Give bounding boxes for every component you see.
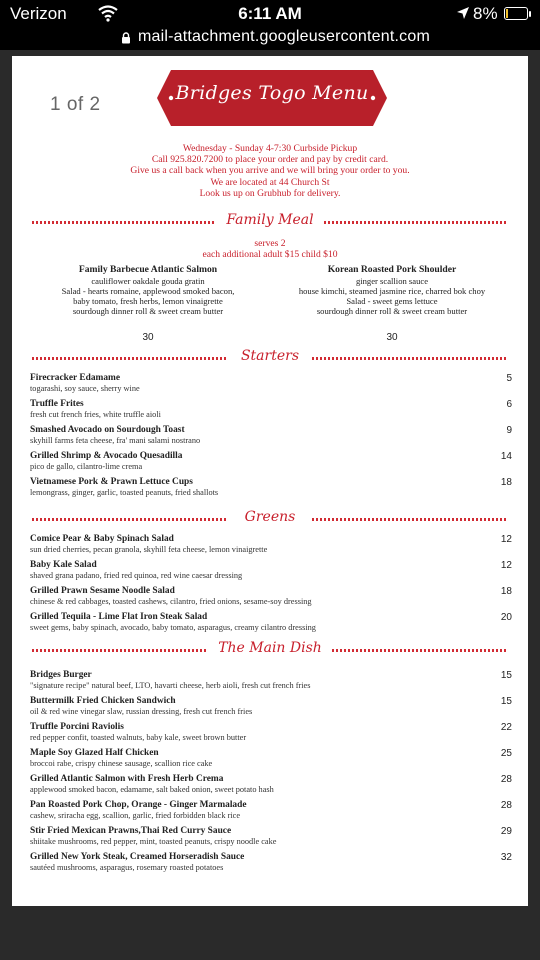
dish-line: baby tomato, fresh herbs, lemon vinaigrette	[73, 296, 223, 306]
item-name: Smashed Avocado on Sourdough Toast	[30, 425, 185, 435]
intro-line: We are located at 44 Church St	[210, 176, 330, 188]
item-price: 15	[500, 670, 512, 681]
menu-item	[30, 696, 512, 717]
item-description: red pepper confit, toasted walnuts, baby kale, sweet brown butter	[30, 733, 247, 742]
item-description: sweet gems, baby spinach, avocado, baby tomato, asparagus, creamy cilantro dressing	[30, 623, 316, 632]
menu-item	[30, 586, 512, 607]
item-price: 15	[500, 696, 512, 707]
section-title: Family Meal	[226, 212, 314, 228]
item-price: 20	[500, 612, 512, 623]
dish-price: 30	[142, 332, 154, 343]
item-price: 9	[506, 425, 512, 436]
item-price: 14	[500, 451, 512, 462]
item-price: 22	[500, 722, 512, 733]
menu-item	[30, 774, 512, 795]
menu-page	[12, 56, 528, 906]
item-name: Buttermilk Fried Chicken Sandwich	[30, 696, 176, 706]
dish-line: cauliflower oakdale gouda gratin	[91, 276, 205, 286]
item-description: shaved grana padano, fried red quinoa, red wine caesar dressing	[30, 571, 243, 580]
item-price: 29	[500, 826, 512, 837]
item-name: Bridges Burger	[30, 670, 92, 680]
family-meal-additional: each additional adult $15 child $10	[202, 249, 338, 260]
item-description: cashew, sriracha egg, scallion, garlic, fried forbidden black rice	[30, 811, 241, 820]
menu-item	[30, 722, 512, 743]
menu-item	[30, 826, 512, 847]
battery-icon	[504, 7, 528, 20]
item-price: 25	[500, 748, 512, 759]
item-description: "signature recipe" natural beef, LTO, havarti cheese, herb aioli, fresh cut french fries	[30, 681, 311, 690]
intro-line: Give us a call back when you arrive and we will bring your order to you.	[130, 165, 410, 177]
clock: 6:11 AM	[238, 4, 302, 23]
menu-item	[30, 477, 512, 498]
item-name: Grilled New York Steak, Creamed Horseradish Sauce	[30, 852, 245, 862]
intro-line: Call 925.820.7200 to place your order and pay by credit card.	[151, 154, 389, 166]
family-meal-option	[272, 264, 512, 343]
family-meal-option	[28, 264, 268, 343]
section-title: Greens	[244, 509, 296, 525]
menu-item	[30, 852, 512, 873]
item-price: 28	[500, 774, 512, 785]
lock-icon	[121, 32, 131, 44]
menu-item	[30, 425, 512, 446]
menu-item	[30, 373, 512, 394]
item-name: Truffle Frites	[30, 399, 84, 409]
item-description: pico de gallo, cilantro-lime crema	[30, 462, 143, 471]
intro-line: Wednesday - Sunday 4-7:30 Curbside Pickup	[182, 143, 358, 154]
item-name: Maple Soy Glazed Half Chicken	[30, 748, 159, 758]
item-price: 28	[500, 800, 512, 811]
item-price: 5	[506, 373, 512, 384]
family-meal-serves: serves 2	[254, 238, 286, 249]
item-price: 6	[506, 399, 512, 410]
greens-heading	[32, 509, 508, 529]
battery-fill	[506, 9, 508, 18]
status-bar	[0, 0, 540, 28]
menu-item	[30, 399, 512, 420]
menu-item	[30, 534, 512, 555]
intro-line: Look us up on Grubhub for delivery.	[199, 187, 341, 199]
item-description: applewood smoked bacon, edamame, salt baked onion, sweet potato hash	[30, 785, 274, 794]
menu-item	[30, 560, 512, 581]
family-meal-heading	[32, 212, 508, 232]
dish-name: Family Barbecue Atlantic Salmon	[78, 264, 218, 275]
dish-name: Korean Roasted Pork Shoulder	[327, 264, 457, 275]
item-description: sun dried cherries, pecan granola, skyhill feta cheese, lemon vinaigrette	[30, 545, 268, 554]
dish-price: 30	[386, 332, 398, 343]
item-name: Firecracker Edamame	[30, 373, 120, 383]
section-title: The Main Dish	[218, 640, 322, 656]
item-name: Pan Roasted Pork Chop, Orange - Ginger Marmalade	[30, 800, 247, 810]
menu-item	[30, 612, 512, 633]
item-name: Grilled Prawn Sesame Noodle Salad	[30, 586, 175, 596]
intro-text	[12, 143, 528, 199]
starters-heading	[32, 348, 508, 368]
dish-line: Salad - hearts romaine, applewood smoked bacon,	[61, 286, 235, 296]
item-price: 18	[500, 586, 512, 597]
item-price: 32	[500, 852, 512, 863]
item-name: Vietnamese Pork & Prawn Lettuce Cups	[30, 477, 193, 487]
menu-title: Bridges Togo Menu	[175, 82, 369, 104]
page-indicator: 1 of 2	[50, 94, 101, 115]
item-description: sautéed mushrooms, asparagus, rosemary roasted potatoes	[30, 863, 224, 872]
item-name: Truffle Porcini Raviolis	[30, 722, 124, 732]
item-name: Stir Fried Mexican Prawns,Thai Red Curry Sauce	[30, 826, 232, 836]
item-description: broccoi rabe, crispy chinese sausage, scallion rice cake	[30, 759, 213, 768]
item-description: shiitake mushrooms, red pepper, mint, toasted peanuts, crispy noodle cake	[30, 837, 277, 846]
item-description: togarashi, soy sauce, sherry wine	[30, 384, 140, 393]
item-description: chinese & red cabbages, toasted cashews, cilantro, fried onions, sesame-soy dressing	[30, 597, 312, 606]
dish-line: sourdough dinner roll & sweet cream butter	[316, 306, 468, 316]
item-price: 12	[500, 560, 512, 571]
dish-line: sourdough dinner roll & sweet cream butter	[72, 306, 224, 316]
carrier-label: Verizon	[10, 4, 67, 23]
document-viewer[interactable]	[0, 50, 540, 960]
menu-item	[30, 451, 512, 472]
battery-percent: 8%	[473, 4, 498, 23]
section-title: Starters	[240, 348, 300, 364]
location-arrow-icon	[456, 6, 470, 20]
menu-item	[30, 800, 512, 821]
item-name: Baby Kale Salad	[30, 560, 97, 570]
dish-line: house kimchi, steamed jasmine rice, charred bok choy	[298, 286, 486, 296]
item-description: lemongrass, ginger, garlic, toasted peanuts, fried shallots	[30, 488, 219, 497]
item-price: 12	[500, 534, 512, 545]
dish-line: Salad - sweet gems lettuce	[346, 296, 438, 306]
menu-item	[30, 748, 512, 769]
dish-line: ginger scallion sauce	[355, 276, 429, 286]
item-name: Grilled Tequila - Lime Flat Iron Steak Salad	[30, 612, 208, 622]
item-description: fresh cut french fries, white truffle aioli	[30, 410, 161, 419]
item-name: Grilled Atlantic Salmon with Fresh Herb Crema	[30, 774, 224, 784]
menu-item	[30, 670, 512, 691]
main-dish-heading	[32, 640, 508, 660]
item-name: Grilled Shrimp & Avocado Quesadilla	[30, 451, 183, 461]
battery-nub	[529, 11, 531, 17]
item-description: oil & red wine vinegar slaw, russian dressing, fresh cut french fries	[30, 707, 253, 716]
item-price: 18	[500, 477, 512, 488]
item-description: skyhill farms feta cheese, fra' mani salami nostrano	[30, 436, 201, 445]
item-name: Comice Pear & Baby Spinach Salad	[30, 534, 174, 544]
url-text[interactable]: mail-attachment.googleusercontent.com	[138, 28, 430, 45]
url-bar[interactable]	[0, 28, 540, 50]
